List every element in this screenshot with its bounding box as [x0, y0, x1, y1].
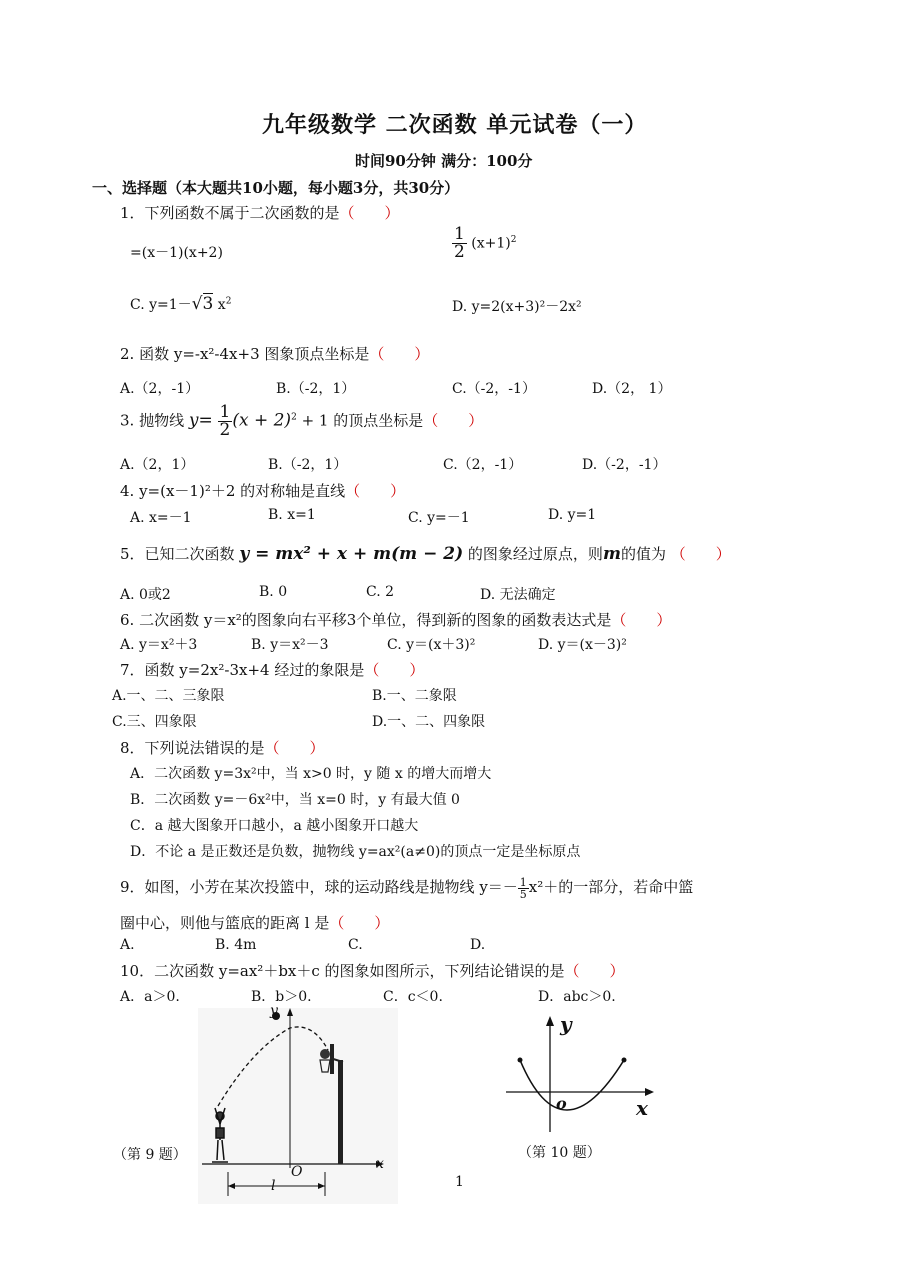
q1-option-d: D. y=2(x+3)²－2x² — [452, 299, 582, 315]
q1-option-c: C. y=1－√3 $x^2$ — [130, 294, 232, 314]
sqrt-symbol: √ — [191, 294, 203, 314]
q2-option-a: A.（2，-1） — [120, 381, 200, 397]
q9-option-c: C. — [348, 937, 363, 953]
page-title: 九年级数学 二次函数 单元试卷（一） — [262, 112, 648, 138]
page-number: 1 — [455, 1174, 464, 1190]
question-7-stem — [120, 659, 424, 680]
q3-y: y — [188, 410, 199, 431]
page-subtitle: 时间90分钟 满分：100分 — [355, 152, 533, 170]
q4-option-c: C. y=－1 — [408, 510, 470, 526]
q9-option-d: D. — [470, 937, 486, 953]
q3-eq: = — [198, 410, 213, 431]
q5-stem-pre: 5．已知二次函数 — [120, 545, 235, 563]
q2-option-b: B.（-2，1） — [276, 381, 356, 397]
q2-option-c: C.（-2，-1） — [452, 381, 536, 397]
answer-blank[interactable]: （ ） — [364, 661, 425, 679]
answer-blank[interactable]: （ ） — [345, 482, 406, 500]
question-3-stem: 3. 抛物线 y= $\frac{1}{2}$ $(x + 2)^2 + 1$ 的顶点坐标是（ ） — [120, 402, 484, 440]
q10-stem-text: 10．二次函数 y=ax²＋bx＋c 的图象如图所示，下列结论错误的是 — [120, 962, 565, 980]
fig9-caption: （第 9 题） — [113, 1147, 187, 1163]
question-6-stem — [120, 609, 671, 630]
q3-stem-pre: 3. 抛物线 — [120, 411, 185, 430]
q7-option-d: D.一、二、四象限 — [372, 714, 486, 730]
q10-option-b: B．b＞0. — [251, 989, 312, 1005]
q9-fraction — [518, 877, 529, 900]
question-2-stem — [120, 343, 429, 364]
frac-den: 5 — [519, 887, 527, 901]
question-10-stem — [120, 960, 625, 981]
q5-stem-post: 的值为 — [620, 545, 666, 563]
answer-blank[interactable]: （ ） — [339, 204, 400, 222]
frac-num: 1 — [519, 875, 527, 889]
q9-option-a: A. — [120, 937, 135, 953]
question-1-stem — [120, 202, 400, 223]
fig9-o-label: O — [291, 1164, 303, 1180]
q6-option-c: C. y＝(x＋3)² — [387, 637, 476, 653]
q4-option-b: B. x=1 — [268, 507, 316, 523]
q1-c-root: 3 — [202, 294, 214, 314]
q5-option-d: D. 无法确定 — [480, 587, 556, 603]
q3-fraction — [218, 404, 233, 439]
q1-c-tail: x — [217, 297, 226, 313]
question-9-line2 — [120, 912, 389, 933]
q5-option-a: A. 0或2 — [120, 587, 171, 603]
q6-stem-text: 6. 二次函数 y＝x²的图象向右平移3个单位，得到新的图象的函数表达式是 — [120, 611, 612, 629]
q10-option-c: C．c＜0. — [383, 989, 443, 1005]
q4-stem-text: 4. y=(x－1)²＋2 的对称轴是直线 — [120, 482, 346, 500]
parabola-curve — [520, 1060, 624, 1110]
q5-option-c: C. 2 — [366, 584, 395, 600]
frac-num: 1 — [219, 402, 231, 422]
q1-b-tail: (x+1) — [471, 235, 511, 252]
q6-option-d: D. y＝(x－3)² — [538, 637, 627, 653]
q7-option-b: B.一、二象限 — [372, 688, 457, 704]
q1-fraction — [452, 226, 467, 261]
hoop-pole — [338, 1060, 343, 1164]
answer-blank[interactable]: （ ） — [670, 545, 731, 563]
q9-line2-text: 圈中心，则他与篮底的距离 l 是 — [120, 914, 330, 932]
q6-option-b: B. y＝x²－3 — [251, 637, 329, 653]
q1-c-pre: C. y=1－ — [130, 297, 192, 313]
q5-formula: y = mx² + x + m(m − 2) — [239, 544, 464, 564]
q3-tail: + 1 的顶点坐标是 — [296, 411, 424, 430]
answer-blank[interactable]: （ ） — [329, 914, 390, 932]
q8-option-b: B．二次函数 y=－6x²中，当 x=0 时，y 有最大值 0 — [130, 792, 460, 808]
q7-stem-text: 7．函数 y=2x²-3x+4 经过的象限是 — [120, 661, 365, 679]
question-5-stem — [120, 543, 731, 564]
q9-stem-pre: 9．如图，小芳在某次投篮中，球的运动路线是抛物线 y＝－ — [120, 878, 518, 896]
question-9-stem — [120, 876, 693, 900]
frac-den: 2 — [454, 242, 465, 262]
q8-option-a: A．二次函数 y=3x²中，当 x>0 时，y 随 x 的增大而增大 — [130, 766, 492, 782]
q1-option-a: =(x－1)(x+2) — [130, 245, 223, 261]
q7-option-c: C.三、四象限 — [112, 714, 197, 730]
q8-option-c: C．a 越大图象开口越小，a 越小图象开口越大 — [130, 818, 419, 834]
q5-stem-mid: 的图象经过原点，则 — [467, 545, 603, 563]
q3-option-d: D.（-2，-1） — [582, 457, 667, 473]
q8-option-d: D．不论 a 是正数还是负数，抛物线 y=ax²(a≠0)的顶点一定是坐标原点 — [130, 844, 581, 860]
figure-10-parabola-graph — [500, 1010, 660, 1140]
fig9-l-label: l — [271, 1178, 276, 1194]
q1-option-b: $\frac{1}{2}$ $(x+1)^2$ — [454, 224, 517, 262]
q3-option-a: A.（2，1） — [120, 457, 195, 473]
q2-stem-text: 2. 函数 y=-x²-4x+3 图象顶点坐标是 — [120, 345, 370, 363]
q5-m: m — [602, 544, 621, 564]
q4-option-a: A. x=－1 — [130, 510, 192, 526]
answer-blank[interactable]: （ ） — [564, 962, 625, 980]
q9-option-b: B. 4m — [215, 937, 257, 953]
q10-option-a: A．a＞0. — [120, 989, 180, 1005]
question-8-stem — [120, 737, 325, 758]
q8-stem-text: 8．下列说法错误的是 — [120, 739, 265, 757]
q4-option-d: D. y=1 — [548, 507, 597, 523]
fig10-y-label: y — [560, 1012, 572, 1036]
q3-option-c: C.（2，-1） — [443, 457, 523, 473]
q3-option-b: B.（-2，1） — [268, 457, 348, 473]
answer-blank[interactable]: （ ） — [423, 411, 484, 430]
answer-blank[interactable]: （ ） — [611, 611, 672, 629]
q5-option-b: B. 0 — [259, 584, 288, 600]
answer-blank[interactable]: （ ） — [369, 345, 430, 363]
question-4-stem — [120, 480, 405, 501]
q7-option-a: A.一、二、三象限 — [112, 688, 225, 704]
fig10-x-label: x — [636, 1096, 648, 1120]
q2-option-d: D.（2， 1） — [592, 381, 672, 397]
frac-num: 1 — [454, 224, 465, 244]
answer-blank[interactable]: （ ） — [264, 739, 325, 757]
fig9-x-label: x — [376, 1156, 384, 1172]
fig10-caption: （第 10 题） — [518, 1145, 601, 1161]
q9-stem-post: x²＋的一部分，若命中篮 — [528, 878, 694, 896]
q6-option-a: A. y＝x²＋3 — [120, 637, 198, 653]
section-heading: 一、选择题（本大题共10小题，每小题3分，共30分） — [92, 179, 460, 197]
q10-option-d: D．abc＞0. — [538, 989, 616, 1005]
q3-body: (x + 2) — [232, 410, 292, 431]
fig9-y-label: y — [270, 1003, 278, 1019]
q1-stem-text: 1．下列函数不属于二次函数的是 — [120, 204, 340, 222]
fig10-o-label: o — [556, 1094, 567, 1113]
frac-den: 2 — [219, 420, 231, 440]
